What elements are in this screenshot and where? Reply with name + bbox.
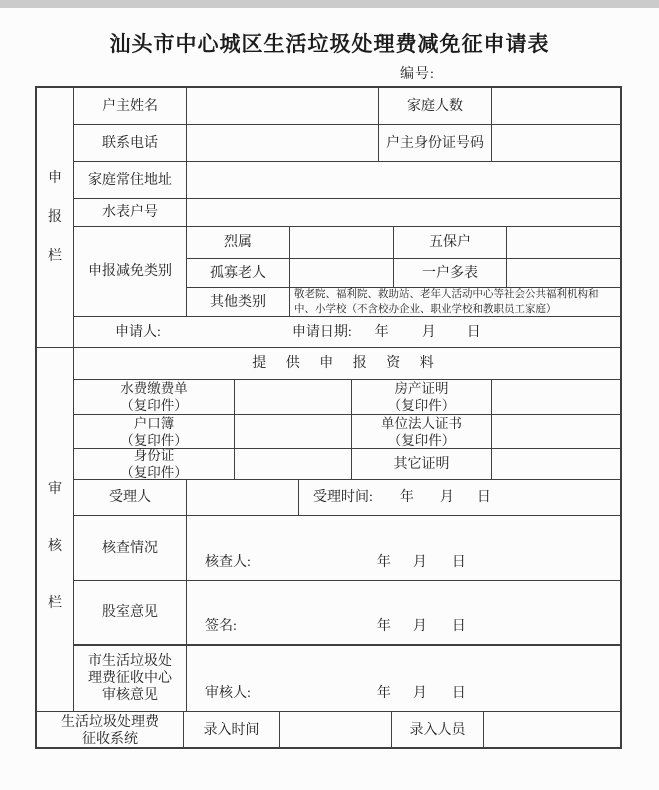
row-material-3 xyxy=(74,449,620,480)
row-applicant-signature xyxy=(74,317,620,347)
applicant-label: 申请人: xyxy=(115,324,161,340)
category-martyr-field[interactable] xyxy=(290,227,394,258)
application-form-table xyxy=(35,86,622,749)
apply-date-year: 年 xyxy=(374,324,389,340)
accept-time-day: 日 xyxy=(476,490,491,505)
material-water-bill-label: 水费缴费单 （复印件） xyxy=(74,380,235,414)
material-other-field[interactable] xyxy=(492,449,620,479)
material-hukou-field[interactable] xyxy=(235,415,352,448)
verification-label: 核查情况 xyxy=(74,516,187,580)
materials-header: 提 供 申 报 资 料 xyxy=(252,356,442,371)
row-lonely-elderly xyxy=(187,259,620,288)
entry-time-label: 录入时间 xyxy=(184,712,280,749)
category-lonely-elderly-label: 孤寡老人 xyxy=(187,259,290,287)
row-category-block xyxy=(74,227,620,317)
office-month: 月 xyxy=(412,619,427,634)
material-other-label: 其它证明 xyxy=(352,449,492,479)
category-martyr-label: 烈属 xyxy=(187,227,290,258)
material-water-bill-field[interactable] xyxy=(235,380,352,414)
householder-name-field[interactable] xyxy=(187,88,379,124)
phone-label: 联系电话 xyxy=(74,125,187,161)
category-multi-meter-label: 一户多表 xyxy=(394,259,507,287)
declare-bar-label: 申报栏 xyxy=(48,171,62,264)
verification-field[interactable] xyxy=(187,516,620,580)
center-month: 月 xyxy=(412,686,427,701)
verify-year: 年 xyxy=(376,555,391,570)
reviewer-label: 审核人: xyxy=(205,686,251,701)
form-number-label: 编号: xyxy=(400,67,435,82)
row-office-opinion xyxy=(74,581,620,646)
phone-field[interactable] xyxy=(187,125,379,161)
verifier-label: 核查人: xyxy=(205,555,251,570)
row-verification xyxy=(74,516,620,581)
row-martyr xyxy=(187,227,620,259)
review-bar-label: 审核栏 xyxy=(48,482,62,611)
acceptor-field[interactable] xyxy=(187,480,299,515)
center-opinion-label: 市生活垃圾处理费征收中心审核意见 xyxy=(74,646,187,711)
row-water-meter xyxy=(74,199,620,227)
category-other-description: 敬老院、福利院、救助站、老年人活动中心等社会公共福利机构和中、小学校（不含校办企业、职业学校和教职员工家庭） xyxy=(294,289,599,315)
review-section xyxy=(37,348,620,712)
row-other-category xyxy=(187,288,620,316)
office-year: 年 xyxy=(376,619,391,634)
row-acceptor xyxy=(74,480,620,516)
center-opinion-field[interactable] xyxy=(187,646,620,711)
apply-date-month: 月 xyxy=(421,324,436,340)
apply-date-day: 日 xyxy=(466,324,481,340)
accept-time-year: 年 xyxy=(399,490,414,505)
householder-name-label: 户主姓名 xyxy=(74,88,187,124)
accept-time-label: 受理时间: xyxy=(313,490,373,505)
office-day: 日 xyxy=(451,619,466,634)
row-address xyxy=(74,162,620,199)
accept-time-month: 月 xyxy=(439,490,454,505)
row-householder xyxy=(74,88,620,125)
material-legal-cert-field[interactable] xyxy=(492,415,620,448)
material-property-field[interactable] xyxy=(492,380,620,414)
category-lonely-elderly-field[interactable] xyxy=(290,259,394,287)
id-number-field[interactable] xyxy=(492,125,620,161)
row-material-1 xyxy=(74,380,620,415)
row-center-opinion xyxy=(74,646,620,711)
material-hukou-label: 户口簿 （复印件） xyxy=(74,415,235,448)
acceptor-label: 受理人 xyxy=(74,480,187,515)
category-other-label: 其他类别 xyxy=(187,288,290,316)
id-number-label: 户主身份证号码 xyxy=(379,125,492,161)
row-materials-header xyxy=(74,348,620,380)
material-legal-cert-label: 单位法人证书 （复印件） xyxy=(352,415,492,448)
family-count-field[interactable] xyxy=(492,88,620,124)
verify-month: 月 xyxy=(412,555,427,570)
entry-person-field[interactable] xyxy=(484,712,620,749)
apply-date-label: 申请日期: xyxy=(291,324,352,340)
declare-bar-cell xyxy=(37,88,74,347)
verify-day: 日 xyxy=(451,555,466,570)
entry-system-label: 生活垃圾处理费征收系统 xyxy=(37,712,184,749)
office-signer-label: 签名: xyxy=(205,619,237,634)
row-material-2 xyxy=(74,415,620,449)
entry-person-label: 录入人员 xyxy=(392,712,484,749)
category-label: 申报减免类别 xyxy=(74,227,187,316)
category-multi-meter-field[interactable] xyxy=(507,259,620,287)
page-title: 汕头市中心城区生活垃圾处理费减免征申请表 xyxy=(109,32,550,56)
applicant-signature-cell[interactable] xyxy=(74,317,620,347)
row-phone-id xyxy=(74,125,620,162)
material-id-label: 身份证 （复印件） xyxy=(74,449,235,479)
water-meter-field[interactable] xyxy=(187,199,620,226)
office-opinion-label: 股室意见 xyxy=(74,581,187,644)
scan-edge-artifact xyxy=(0,0,659,8)
center-year: 年 xyxy=(376,686,391,701)
declare-section xyxy=(37,88,620,348)
family-count-label: 家庭人数 xyxy=(379,88,492,124)
category-five-guarantee-field[interactable] xyxy=(507,227,620,258)
material-property-label: 房产证明 （复印件） xyxy=(352,380,492,414)
entry-time-field[interactable] xyxy=(280,712,392,749)
review-bar-cell xyxy=(37,348,74,711)
address-label: 家庭常住地址 xyxy=(74,162,187,198)
entry-system-row xyxy=(37,712,620,749)
office-opinion-field[interactable] xyxy=(187,581,620,644)
center-day: 日 xyxy=(451,686,466,701)
category-five-guarantee-label: 五保户 xyxy=(394,227,507,258)
material-id-field[interactable] xyxy=(235,449,352,479)
water-meter-label: 水表户号 xyxy=(74,199,187,226)
accept-time-cell[interactable] xyxy=(299,480,620,515)
address-field[interactable] xyxy=(187,162,620,198)
